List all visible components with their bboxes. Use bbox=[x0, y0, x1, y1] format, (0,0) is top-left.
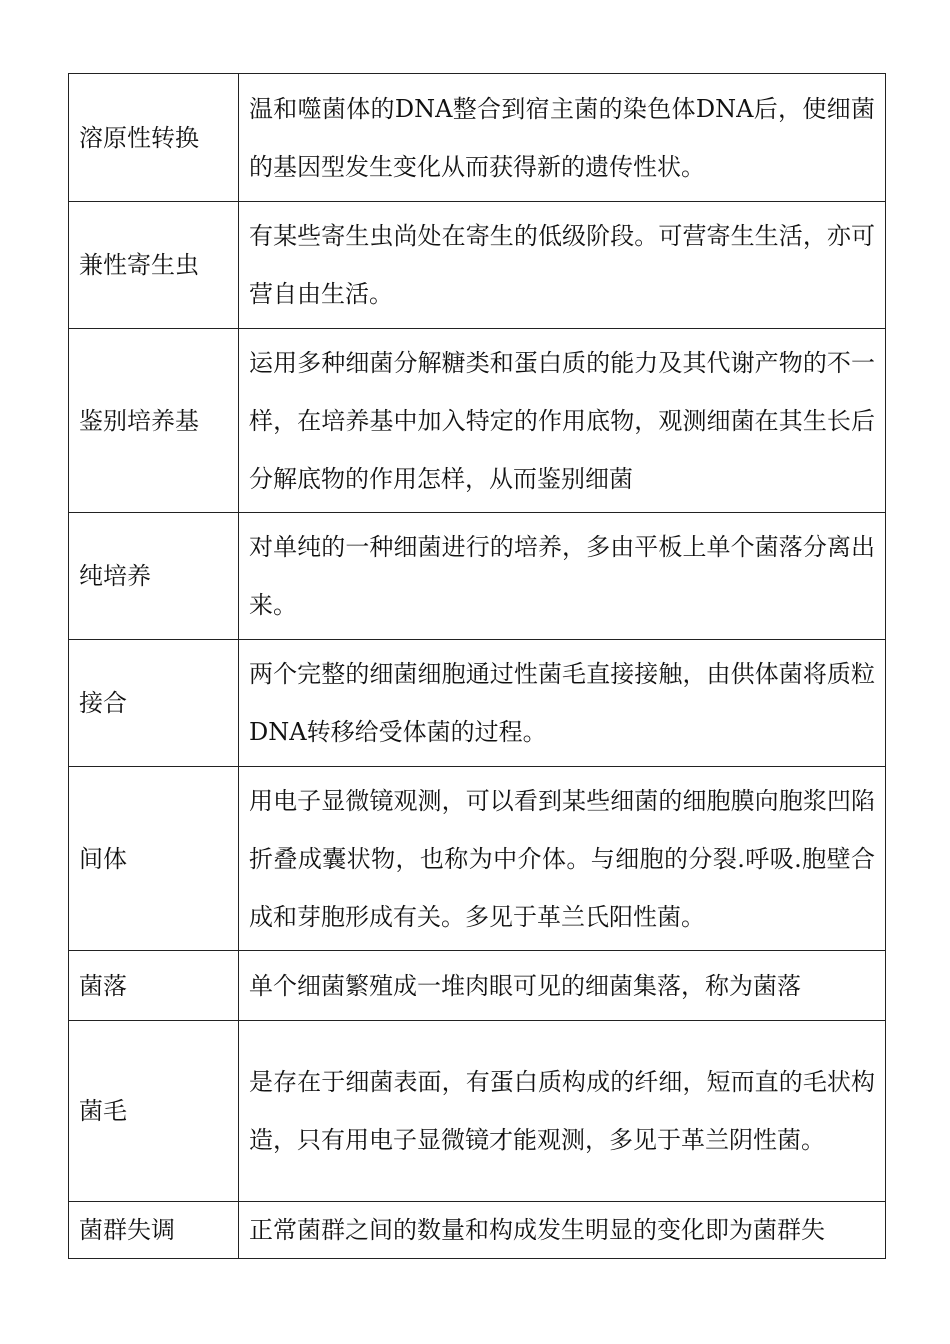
table-row bbox=[69, 513, 886, 640]
table-row bbox=[69, 767, 886, 951]
definition-cell: 温和噬菌体的DNA整合到宿主菌的染色体DNA后，使细菌的基因型发生变化从而获得新的遗传性状。 bbox=[239, 74, 886, 202]
glossary-table bbox=[68, 73, 886, 1259]
table-row bbox=[69, 1202, 886, 1259]
term-cell: 纯培养 bbox=[69, 513, 239, 640]
definition-cell: 两个完整的细菌细胞通过性菌毛直接接触，由供体菌将质粒DNA转移给受体菌的过程。 bbox=[239, 640, 886, 767]
definition-cell: 是存在于细菌表面，有蛋白质构成的纤细，短而直的毛状构造，只有用电子显微镜才能观测，多见于革兰阴性菌。 bbox=[239, 1021, 886, 1202]
term-cell: 菌群失调 bbox=[69, 1202, 239, 1259]
term-cell: 接合 bbox=[69, 640, 239, 767]
term-cell: 兼性寄生虫 bbox=[69, 202, 239, 329]
term-cell: 间体 bbox=[69, 767, 239, 951]
term-cell: 菌毛 bbox=[69, 1021, 239, 1202]
term-cell: 溶原性转换 bbox=[69, 74, 239, 202]
term-cell: 鉴别培养基 bbox=[69, 329, 239, 513]
definition-cell: 用电子显微镜观测，可以看到某些细菌的细胞膜向胞浆凹陷折叠成囊状物，也称为中介体。与细胞的分裂.呼吸.胞壁合成和芽胞形成有关。多见于革兰氏阳性菌。 bbox=[239, 767, 886, 951]
table-row bbox=[69, 202, 886, 329]
table-row bbox=[69, 329, 886, 513]
definition-cell: 对单纯的一种细菌进行的培养，多由平板上单个菌落分离出来。 bbox=[239, 513, 886, 640]
definition-cell: 正常菌群之间的数量和构成发生明显的变化即为菌群失 bbox=[239, 1202, 886, 1259]
table-row bbox=[69, 640, 886, 767]
table-row bbox=[69, 1021, 886, 1202]
term-cell: 菌落 bbox=[69, 951, 239, 1021]
definition-cell: 单个细菌繁殖成一堆肉眼可见的细菌集落，称为菌落 bbox=[239, 951, 886, 1021]
table-row bbox=[69, 74, 886, 202]
definition-cell: 运用多种细菌分解糖类和蛋白质的能力及其代谢产物的不一样，在培养基中加入特定的作用底物，观测细菌在其生长后分解底物的作用怎样，从而鉴别细菌 bbox=[239, 329, 886, 513]
definition-cell: 有某些寄生虫尚处在寄生的低级阶段。可营寄生生活，亦可营自由生活。 bbox=[239, 202, 886, 329]
table-row bbox=[69, 951, 886, 1021]
